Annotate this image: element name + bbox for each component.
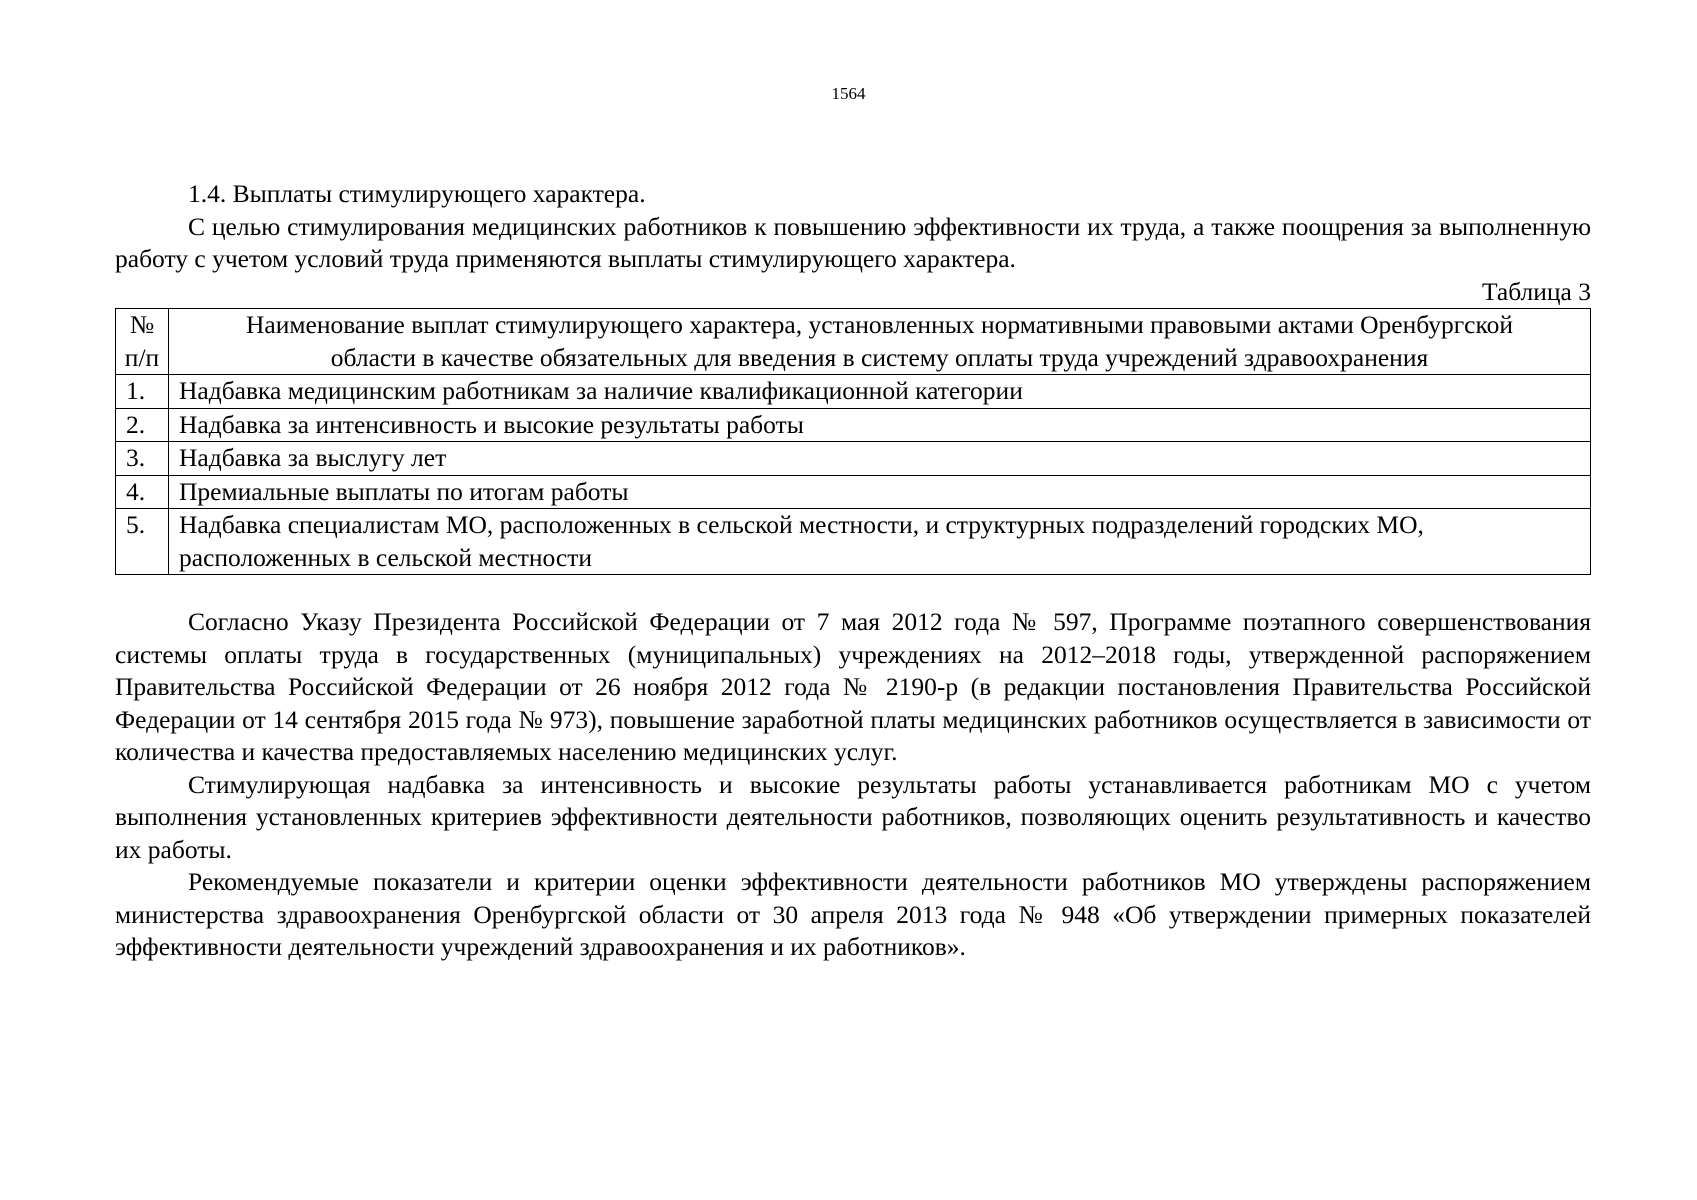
header-name-cell: Наименование выплат стимулирующего характера, установленных нормативными правовыми актами Оренбургской области в качестве обязательных для введения в систему оплаты труда учреждений здравоохранения xyxy=(169,309,1591,375)
page-number: 1564 xyxy=(831,84,866,103)
header-number-cell xyxy=(116,309,169,375)
row-name: Надбавка за интенсивность и высокие результаты работы xyxy=(169,408,1591,442)
row-number: 3. xyxy=(116,442,169,476)
header-number-abbrev: п/п xyxy=(124,342,160,372)
row-number: 1. xyxy=(116,375,169,409)
table-row xyxy=(116,408,1591,442)
table-caption: Таблица 3 xyxy=(1481,276,1591,306)
body-paragraph-decree: Согласно Указу Президента Российской Федерации от 7 мая 2012 года № 597, Программе поэтапного совершенствования системы оплаты труда в государственных (муниципальных) учреждениях на 2012–2018 годы, утвержденной распоряжением Правительства Российской Федерации от 26 ноября 2012 года № 2190-р (в редакции постановления Правительства Российской Федерации от 14 сентября 2015 года № 973), повышение заработной платы медицинских работников осуществляется в зависимости от количества и качества предоставляемых населению медицинских услуг. xyxy=(115,607,1591,766)
incentive-payments-table xyxy=(115,308,1591,575)
row-number: 5. xyxy=(116,509,169,575)
row-name: Надбавка медицинским работникам за наличие квалификационной категории xyxy=(169,375,1591,409)
row-number: 4. xyxy=(116,475,169,509)
section-title: 1.4. Выплаты стимулирующего характера. xyxy=(188,179,646,208)
table-row xyxy=(116,509,1591,575)
header-number-symbol: № xyxy=(129,310,155,339)
intro-paragraph: С целью стимулирования медицинских работников к повышению эффективности их труда, а также поощрения за выполненную работу с учетом условий труда применяются выплаты стимулирующего характера. xyxy=(115,211,1591,273)
table-row xyxy=(116,475,1591,509)
row-name: Премиальные выплаты по итогам работы xyxy=(169,475,1591,509)
body-paragraph-criteria: Рекомендуемые показатели и критерии оценки эффективности деятельности работников МО утверждены распоряжением министерства здравоохранения Оренбургской области от 30 апреля 2013 года № 948 «Об утверждении примерных показателей эффективности деятельности учреждений здравоохранения и их работников». xyxy=(115,867,1591,961)
table-row xyxy=(116,375,1591,409)
table-header-row xyxy=(116,309,1591,375)
row-name: Надбавка за выслугу лет xyxy=(169,442,1591,476)
row-name: Надбавка специалистам МО, расположенных в сельской местности, и структурных подразделений городских МО, расположенных в сельской местности xyxy=(169,509,1591,575)
document-body xyxy=(115,178,1591,964)
table-row xyxy=(116,442,1591,476)
body-paragraph-intensity-bonus: Стимулирующая надбавка за интенсивность и высокие результаты работы устанавливается работникам МО с учетом выполнения установленных критериев эффективности деятельности работников, позволяющих оценить результативность и качество их работы. xyxy=(115,769,1591,864)
row-number: 2. xyxy=(116,408,169,442)
